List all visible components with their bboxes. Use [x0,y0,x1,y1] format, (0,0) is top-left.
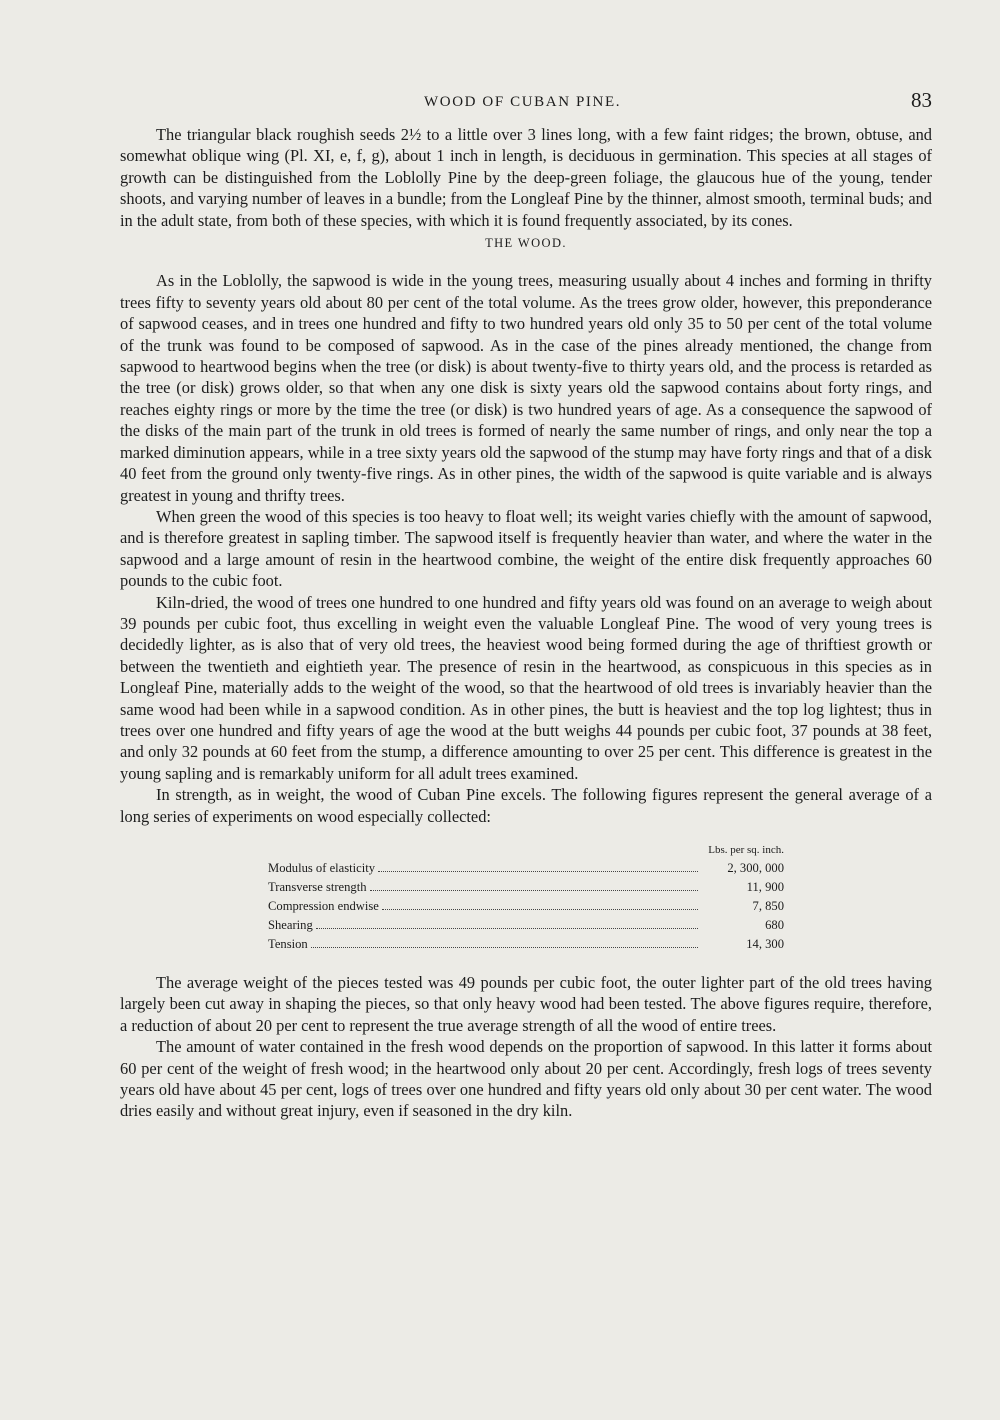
paragraph: The amount of water contained in the fresh wood depends on the proportion of sapwood. In this latter it forms about 60 per cent of the weight of fresh wood; in the heartwood only about 20 per cent. Accordingly, fresh logs of trees seventy years old have about 45 per cent, logs of trees over one hundred and fifty years old only about 30 per cent water. The wood dries easily and without great injury, even if seasoned in the dry kiln. [120,1037,932,1121]
dot-leader [382,909,698,910]
table-row [268,897,784,916]
dot-leader [316,928,698,929]
page-header [120,88,932,118]
page-number: 83 [911,88,932,112]
row-value: 11, 900 [746,880,784,894]
row-value: 7, 850 [752,899,784,913]
row-label: Transverse strength [268,880,367,894]
paragraph: The triangular black roughish seeds 2½ to a little over 3 lines long, with a few faint ridges; the brown, obtuse, and somewhat oblique wing (Pl. XI, e, f, g), about 1 inch in length, is deciduous in germination. This species at all stages of growth can be distinguished from the Loblolly Pine by the deep-green foliage, the glaucous hue of the young, tender shoots, and varying number of leaves in a bundle; from the Longleaf Pine by the thinner, almost smooth, terminal buds; and in the adult state, from both of these species, with which it is found frequently associated, by its cones. [120,125,932,230]
row-label: Modulus of elasticity [268,861,376,875]
paragraph: In strength, as in weight, the wood of Cuban Pine excels. The following figures represent the general average of a long series of experiments on wood especially collected: [120,785,932,826]
paragraph: Kiln-dried, the wood of trees one hundred to one hundred and fifty years old was found on an average to weigh about 39 pounds per cubic foot, thus excelling in weight even the valuable Longleaf Pine. The wood of very young trees is decidedly lighter, as is also that of very old trees, the heaviest wood being formed during the age of thriftiest growth or between the twentieth and eightieth year. The presence of resin in the heartwood, as conspicuous in this species as in Longleaf Pine, materially adds to the weight of the wood, so that the heartwood of old trees is invariably heavier than the same wood had been while in a sapwood condition. As in other pines, the butt is heaviest and the top log lightest; thus in trees over one hundred and fifty years of age the wood at the butt weighs 44 pounds per cubic foot, 37 pounds at 38 feet, and only 32 pounds at 60 feet from the stump, a difference amounting to over 25 per cent. This difference is greatest in the young sapling and is remarkably uniform for all adult trees examined. [120,592,932,783]
dot-leader [370,890,698,891]
paragraph: The average weight of the pieces tested was 49 pounds per cubic foot, the outer lighter part of the old trees having largely been cut away in shaping the pieces, so that only heavy wood had been tested. The above figures require, therefore, a reduction of about 20 per cent to represent the true average strength of all the wood of entire trees. [120,973,932,1035]
row-value: 680 [765,918,784,932]
table-row [268,935,784,954]
table-row [268,916,784,935]
row-label: Shearing [268,918,313,932]
table-row [268,859,784,878]
dot-leader [378,871,698,872]
paragraph: As in the Loblolly, the sapwood is wide in the young trees, measuring usually about 4 inches and forming in thrifty trees fifty to seventy years old about 80 per cent of the total volume. As the trees grow older, however, this preponderance of sapwood ceases, and in trees one hundred and fifty to two hundred years old only 35 to 50 per cent of the total volume of the trunk was found to be composed of sapwood. As in the case of the pines already mentioned, the change from sapwood to heartwood begins when the tree (or disk) is about twenty-five to thirty years old, and the process is retarded as the tree (or disk) grows older, so that when any one disk is sixty years old the sapwood contains about forty rings, and reaches eighty rings or more by the time the tree (or disk) is two hundred years of age. As a consequence the sapwood of the disks of the main part of the trunk in old trees is formed of nearly the same number of rings, and only near the top a marked diminution appears, while in a tree sixty years old the sapwood of the stump may have forty rings and that of a disk 40 feet from the ground only twenty-five rings. As in other pines, the width of the sapwood is quite variable and is always greatest in young and thrifty trees. [120,271,932,505]
page-body [120,124,932,1122]
dot-leader [311,947,698,948]
row-label: Compression endwise [268,899,379,913]
row-value: 14, 300 [746,937,784,951]
paragraph: When green the wood of this species is too heavy to float well; its weight varies chiefly with the amount of sapwood, and is therefore greatest in sapling timber. The sapwood itself is frequently heavier than water, and where the water in the sapwood and a large amount of resin in the heartwood combine, the weight of the entire disk frequently approaches 60 pounds to the cubic foot. [120,506,932,591]
section-heading: THE WOOD. [485,236,567,251]
row-value: 2, 300, 000 [727,861,784,875]
unit-header: Lbs. per sq. inch. [708,844,784,856]
row-label: Tension [268,937,308,951]
table-row [268,878,784,897]
running-title: WOOD OF CUBAN PINE. [424,94,622,110]
strength-table [268,841,784,954]
